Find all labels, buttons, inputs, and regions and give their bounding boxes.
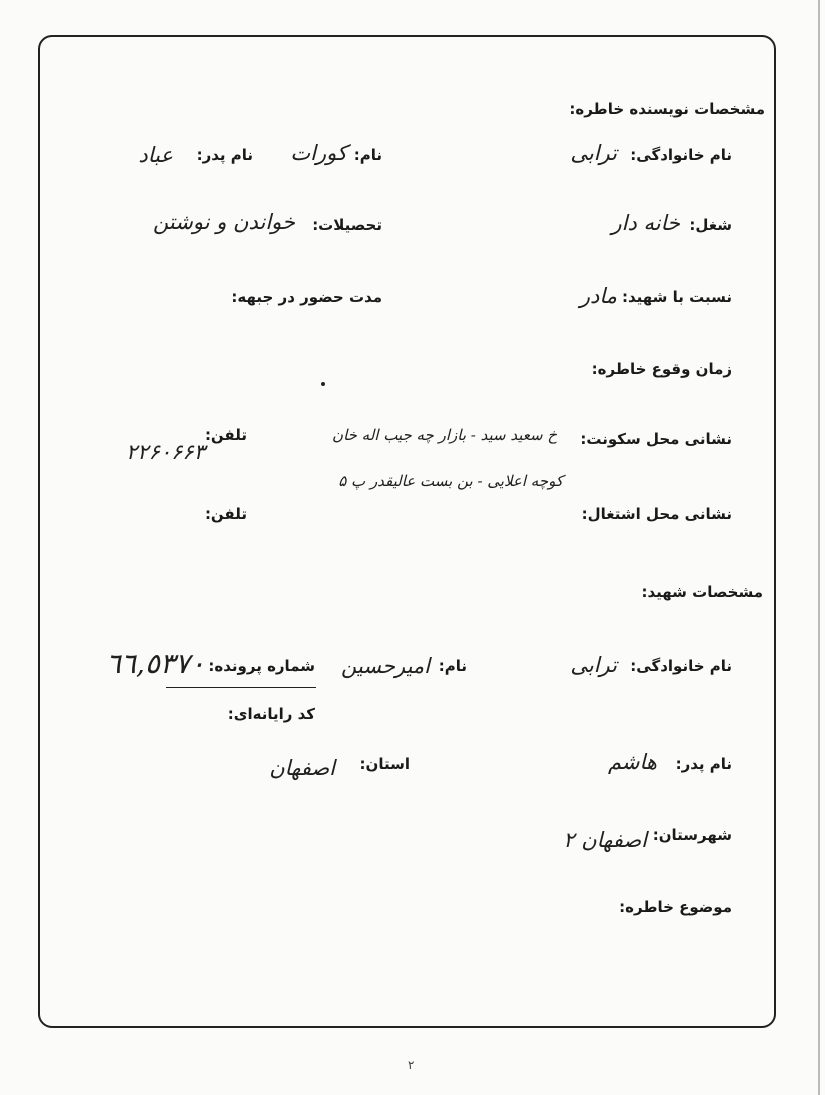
writer-job-label: شغل:: [689, 216, 732, 234]
martyr-name-label: نام:: [438, 657, 467, 675]
martyr-city-label: شهرستان:: [652, 826, 732, 844]
writer-job-value: خانه دار: [611, 211, 680, 235]
writer-family-value: ترابی: [570, 141, 617, 165]
writer-relation-value: مادر: [579, 284, 617, 308]
ink-dot: [321, 382, 325, 386]
writer-name-label: نام:: [353, 146, 382, 164]
writer-home-address-line2: کوچه اعلایی - بن بست عالیقدر پ ۵: [338, 472, 563, 490]
martyr-computer-code-label: کد رایانه‌ای:: [227, 705, 315, 723]
martyr-family-value: ترابی: [570, 653, 617, 677]
martyr-province-label: استان:: [359, 755, 410, 773]
writer-home-phone-value: ۲۲۶۰۶۶۳: [126, 440, 205, 464]
martyr-father-label: نام پدر:: [675, 755, 732, 773]
writer-heading: مشخصات نویسنده خاطره:: [569, 100, 765, 118]
writer-home-phone-label: تلفن:: [204, 426, 247, 444]
writer-work-phone-label: تلفن:: [204, 505, 247, 523]
martyr-file-no-value: ٦٦,٥٣٧٠: [105, 647, 205, 680]
page-number: ۲: [408, 1058, 415, 1072]
martyr-memory-subject-label: موضوع خاطره:: [619, 898, 732, 916]
writer-relation-label: نسبت با شهید:: [621, 288, 732, 306]
file-no-underline: [166, 687, 316, 688]
martyr-family-label: نام خانوادگی:: [630, 657, 732, 675]
scan-edge: [818, 0, 820, 1095]
martyr-name-value: امیرحسین: [340, 654, 430, 678]
writer-front-duration-label: مدت حضور در جبهه:: [231, 288, 382, 306]
martyr-heading: مشخصات شهید:: [641, 583, 763, 601]
writer-father-label: نام پدر:: [196, 146, 253, 164]
writer-family-label: نام خانوادگی:: [630, 146, 732, 164]
writer-education-label: تحصیلات:: [312, 216, 382, 234]
martyr-city-value: اصفهان ۲: [563, 828, 647, 852]
writer-education-value: خواندن و نوشتن: [152, 210, 295, 234]
form-frame: [38, 35, 776, 1028]
writer-work-address-label: نشانی محل اشتغال:: [581, 505, 732, 523]
writer-memory-time-label: زمان وقوع خاطره:: [591, 360, 732, 378]
martyr-father-value: هاشم: [607, 750, 657, 774]
writer-home-address-label: نشانی محل سکونت:: [580, 430, 732, 448]
writer-name-value: کورات: [290, 141, 347, 165]
martyr-province-value: اصفهان: [269, 756, 335, 780]
writer-home-address-line1: خ سعید سید - بازار چه جیب اله خان: [332, 426, 557, 444]
martyr-file-no-label: شماره پرونده:: [208, 657, 315, 675]
writer-father-value: عباد: [138, 143, 173, 167]
